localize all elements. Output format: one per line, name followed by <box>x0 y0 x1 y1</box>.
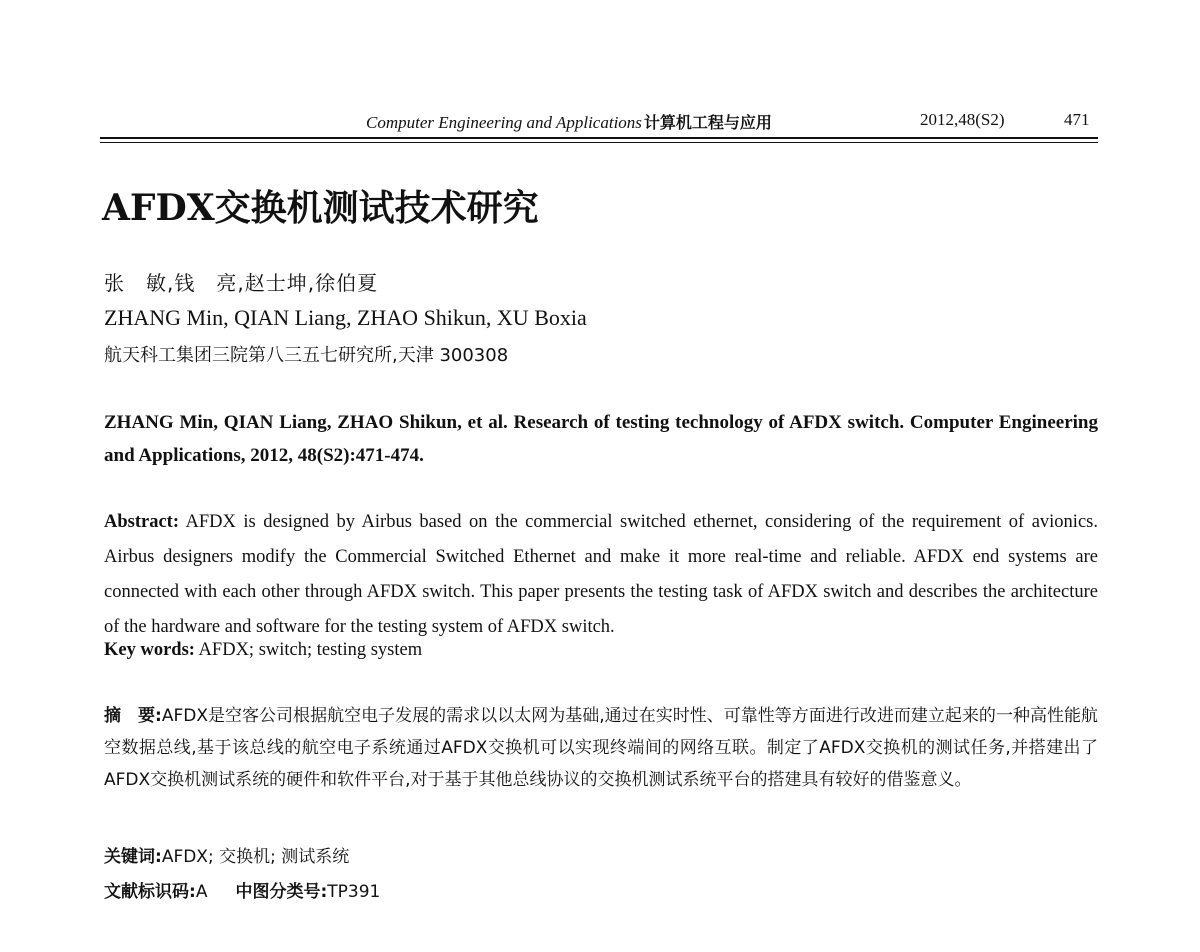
header-rule-thin <box>100 142 1098 143</box>
abstract-label: Abstract: <box>104 512 180 532</box>
abstract-en <box>104 505 1098 645</box>
keywords-cn-text: AFDX; 交换机; 测试系统 <box>161 847 350 867</box>
journal-name-cn: 计算机工程与应用 <box>643 113 772 132</box>
abstract-cn-label: 摘 要: <box>104 706 162 726</box>
abstract-cn <box>104 700 1098 796</box>
journal-name-en: Computer Engineering and Applications <box>366 113 642 132</box>
running-header <box>100 110 1098 134</box>
clc-label: 中图分类号: <box>235 882 328 902</box>
journal-name <box>366 110 772 133</box>
authors-chinese: 张 敏,钱 亮,赵士坤,徐伯夏 <box>104 271 379 295</box>
keywords-label: Key words: <box>104 640 195 660</box>
keywords-cn-label: 关键词: <box>104 847 162 867</box>
citation: ZHANG Min, QIAN Liang, ZHAO Shikun, et al. Research of testing technology of AFDX switch. Computer Engineering and Applications, 2012, 48(S2):471-474. <box>104 412 1098 466</box>
paper-title: AFDX交换机测试技术研究 <box>102 187 539 229</box>
issue-number: 2012,48(S2) <box>920 110 1005 129</box>
keywords-en <box>104 640 422 661</box>
doc-code-label: 文献标识码: <box>104 882 196 902</box>
abstract-cn-text: AFDX是空客公司根据航空电子发展的需求以以太网为基础,通过在实时性、可靠性等方面进行改进而建立起来的一种高性能航空数据总线,基于该总线的航空电子系统通过AFDX交换机可以实现终端间的网络互联。制定了AFDX交换机的测试任务,并搭建出了AFDX交换机测试系统的硬件和软件平台,对于基于其他总线协议的交换机测试系统平台的搭建具有较好的借鉴意义。 <box>104 706 1098 790</box>
clc-value: TP391 <box>327 882 381 902</box>
page-number: 471 <box>1064 110 1090 129</box>
authors-english: ZHANG Min, QIAN Liang, ZHAO Shikun, XU Boxia <box>104 305 587 330</box>
header-rule-thick <box>100 137 1098 139</box>
keywords-text: AFDX; switch; testing system <box>194 640 423 660</box>
keywords-cn <box>104 842 349 867</box>
affiliation: 航天科工集团三院第八三五七研究所,天津 300308 <box>104 345 509 366</box>
doc-code-value: A <box>195 882 208 902</box>
classification-line <box>104 877 380 902</box>
abstract-text: AFDX is designed by Airbus based on the commercial switched ethernet, considering of the requirement of avionics. Airbus designers modify the Commercial Switched Ethernet and make it more real-time and reliable. AFDX end systems are connected with each other through AFDX switch. This paper presents the testing task of AFDX switch and describes the architecture of the hardware and software for the testing system of AFDX switch. <box>104 512 1098 637</box>
